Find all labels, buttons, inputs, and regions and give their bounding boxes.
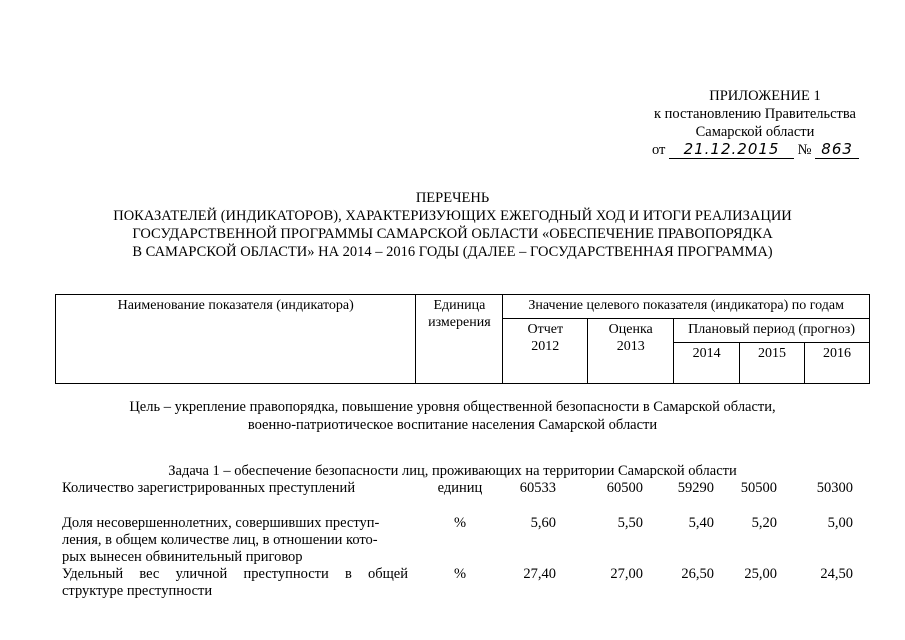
header-unit-col (416, 295, 503, 384)
row-unit: единиц (437, 480, 483, 496)
row-value-2013: 5,50 (617, 515, 643, 531)
heading-line-3: ГОСУДАРСТВЕННОЙ ПРОГРАММЫ САМАРСКОЙ ОБЛАСТИ «ОБЕСПЕЧЕНИЕ ПРАВОПОРЯДКА (132, 226, 773, 242)
header-values-group: Значение целевого показателя (индикатора) по годам (503, 295, 870, 319)
row-value-2015: 5,20 (751, 515, 777, 531)
appendix-line-2: Самарской области (695, 124, 815, 140)
row-name-line: Количество зарегистрированных преступлений (62, 480, 356, 496)
heading-line-4: В САМАРСКОЙ ОБЛАСТИ» НА 2014 – 2016 ГОДЫ (ДАЛЕЕ – ГОСУДАРСТВЕННАЯ ПРОГРАММА) (132, 244, 773, 260)
row-value-2012: 60533 (519, 480, 556, 496)
row-value-2012: 27,40 (523, 566, 556, 582)
header-estimate (588, 319, 674, 384)
header-report (503, 319, 588, 384)
date-value: 21.12.2015 (669, 140, 794, 159)
appendix-date-line (652, 140, 859, 159)
goal-line-1: Цель – укрепление правопорядка, повышение уровня общественной безопасности в Самарской области, (129, 399, 776, 415)
row-name-line: Доля несовершеннолетних, совершивших преступ- (62, 515, 380, 531)
row-value-2013: 60500 (606, 480, 643, 496)
appendix-title: ПРИЛОЖЕНИЕ 1 (709, 88, 821, 104)
heading-line-2: ПОКАЗАТЕЛЕЙ (ИНДИКАТОРОВ), ХАРАКТЕРИЗУЮЩИХ ЕЖЕГОДНЫЙ ХОД И ИТОГИ РЕАЛИЗАЦИИ (113, 208, 792, 224)
indicator-header-table (55, 294, 870, 384)
row-value-2015: 25,00 (744, 566, 777, 582)
row-name-line: ления, в общем количестве лиц, в отношении кото- (62, 532, 378, 548)
header-planned-group: Плановый период (прогноз) (674, 319, 870, 343)
appendix-line-1: к постановлению Правительства (654, 106, 856, 122)
header-unit-line-2: измерения (428, 315, 491, 330)
header-year-2015: 2015 (740, 343, 805, 384)
header-year-2016: 2016 (805, 343, 870, 384)
header-estimate-label: Оценка (608, 322, 653, 337)
table-row (0, 480, 905, 500)
header-unit-line-1: Единица (433, 298, 486, 313)
row-unit: % (453, 566, 467, 582)
row-value-2014: 59290 (677, 480, 714, 496)
header-report-label: Отчет (527, 322, 564, 337)
table-row (0, 515, 905, 569)
row-value-2014: 5,40 (688, 515, 714, 531)
row-value-2015: 50500 (740, 480, 777, 496)
row-name-line: Удельный вес уличной преступности в общей (62, 566, 408, 582)
header-year-2014: 2014 (674, 343, 740, 384)
header-name-col: Наименование показателя (индикатора) (56, 295, 416, 384)
table-row (0, 566, 905, 602)
row-name-line: структуре преступности (62, 583, 213, 599)
row-value-2014: 26,50 (681, 566, 714, 582)
goal-line-2: военно-патриотическое воспитание населения Самарской области (247, 417, 658, 433)
header-estimate-year: 2013 (616, 339, 645, 354)
row-value-2013: 27,00 (610, 566, 643, 582)
number-value: 863 (815, 140, 859, 159)
header-report-year: 2012 (531, 339, 560, 354)
row-value-2016: 5,00 (827, 515, 853, 531)
number-prefix: № (797, 142, 812, 158)
heading-line-1: ПЕРЕЧЕНЬ (415, 190, 490, 206)
row-value-2012: 5,60 (530, 515, 556, 531)
row-unit: % (453, 515, 467, 531)
task-1-heading: Задача 1 – обеспечение безопасности лиц, проживающих на территории Самарской области (168, 463, 737, 479)
row-name-line: рых вынесен обвинительный приговор (62, 549, 303, 565)
row-value-2016: 24,50 (820, 566, 853, 582)
date-prefix: от (652, 142, 666, 158)
row-value-2016: 50300 (816, 480, 853, 496)
